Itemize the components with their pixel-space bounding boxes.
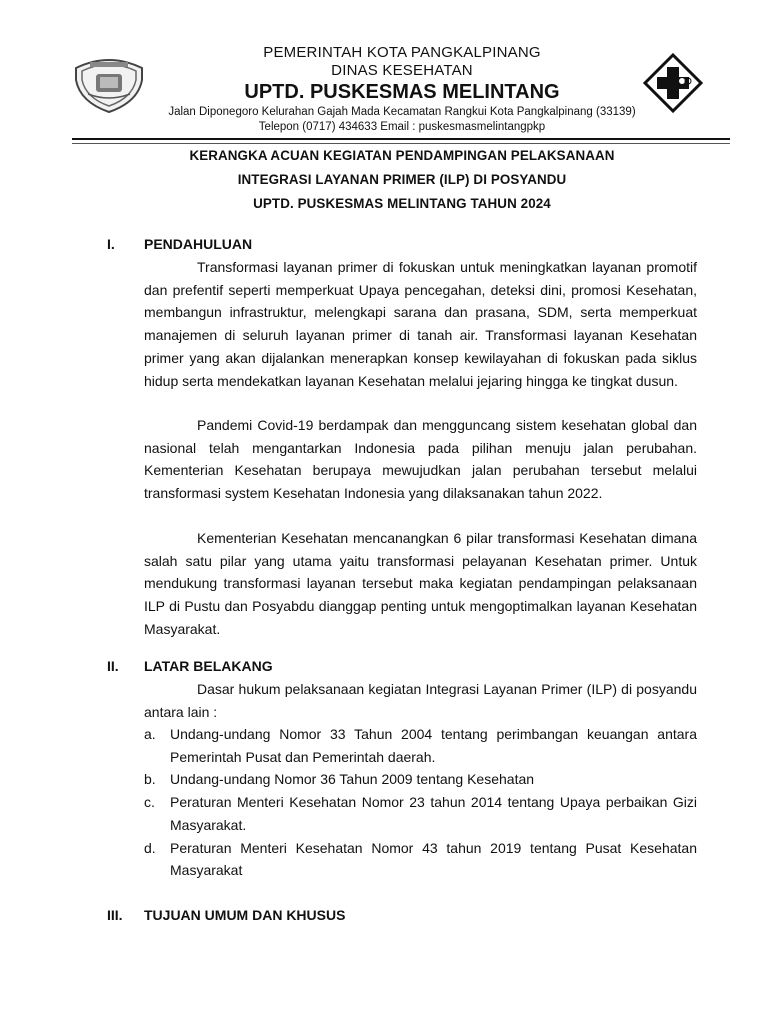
title-line-1: KERANGKA ACUAN KEGIATAN PENDAMPINGAN PELAKSANAAN [189, 148, 615, 163]
list-text: Peraturan Menteri Kesehatan Nomor 23 tahun 2014 tentang Upaya perbaikan Gizi Masyarakat. [170, 794, 697, 833]
section-title: LATAR BELAKANG [144, 658, 273, 674]
city-emblem-logo [72, 50, 146, 114]
legal-basis-list [144, 723, 697, 882]
section-title: TUJUAN UMUM DAN KHUSUS [144, 907, 346, 923]
letterhead-institution: UPTD. PUSKESMAS MELINTANG [244, 81, 560, 103]
title-line-2: INTEGRASI LAYANAN PRIMER (ILP) DI POSYANDU [237, 172, 567, 187]
section-number: I. [107, 236, 115, 252]
list-item [144, 723, 697, 768]
section-number: III. [107, 907, 123, 923]
letterhead-contact: Telepon (0717) 434633 Email : puskesmasmelintangpkp [258, 121, 546, 133]
letterhead-address: Jalan Diponegoro Kelurahan Gajah Mada Kecamatan Rangkui Kota Pangkalpinang (33139) [168, 106, 636, 118]
list-label: a. [144, 726, 156, 742]
list-label: d. [144, 839, 156, 856]
list-item [144, 837, 697, 882]
paragraph: Kementerian Kesehatan mencanangkan 6 pilar transformasi Kesehatan dimana salah satu pilar yang utama yaitu transformasi pelayanan Kesehatan primer. Untuk mendukung transformasi layanan tersebut maka kegiatan pendampingan pelaksanaan ILP di Pustu dan Posyabdu dianggap penting untuk mengoptimalkan layanan Kesehatan Masyarakat. [144, 530, 697, 637]
section-title: PENDAHULUAN [144, 236, 253, 252]
list-label: c. [144, 794, 155, 811]
letterhead-government: PEMERINTAH KOTA PANGKALPINANG [263, 44, 541, 61]
letterhead-department: DINAS KESEHATAN [331, 62, 473, 79]
paragraph: Pandemi Covid-19 berdampak dan mengguncang sistem kesehatan global dan nasional telah mengantarkan Indonesia pada pilihan menuju jalan perubahan. Kementerian Kesehatan berupaya mewujudkan jalan perubahan tersebut melalui transformasi system Kesehatan Indonesia yang dilaksanakan tahun 2022. [144, 417, 697, 502]
list-label: b. [144, 771, 156, 788]
list-text: Undang-undang Nomor 33 Tahun 2004 tentang perimbangan keuangan antara Pemerintah Pusat dan Pemerintah daerah. [170, 726, 697, 765]
list-text: Peraturan Menteri Kesehatan Nomor 43 tahun 2019 tentang Pusat Kesehatan Masyarakat [170, 839, 697, 879]
paragraph: Dasar hukum pelaksanaan kegiatan Integrasi Layanan Primer (ILP) di posyandu antara lain : [144, 681, 697, 720]
list-text: Undang-undang Nomor 36 Tahun 2009 tentang Kesehatan [170, 771, 535, 788]
section-number: II. [107, 658, 119, 674]
letterhead-divider-thick [72, 138, 730, 140]
list-item [144, 791, 697, 836]
document-title [80, 144, 724, 216]
title-line-3: UPTD. PUSKESMAS MELINTANG TAHUN 2024 [253, 196, 551, 211]
letterhead [140, 44, 664, 135]
list-item [144, 768, 697, 791]
puskesmas-logo [642, 52, 704, 114]
paragraph: Transformasi layanan primer di fokuskan untuk meningkatkan layanan promotif dan prefentif seperti memperkuat Upaya pencegahan, deteksi dini, promosi Kesehatan, membangun infrastruktur, melengkapi sarana dan prasana, SDM, serta memperkuat manajemen di seluruh layanan primer di tanah air. Transformasi layanan Kesehatan primer yang akan dijalankan menerapkan konsep kewilayahan di fokuskan pada siklus hidup serta mendekatkan layanan Kesehatan melalui jejaring hingga ke tingkat dusun. [144, 259, 697, 389]
